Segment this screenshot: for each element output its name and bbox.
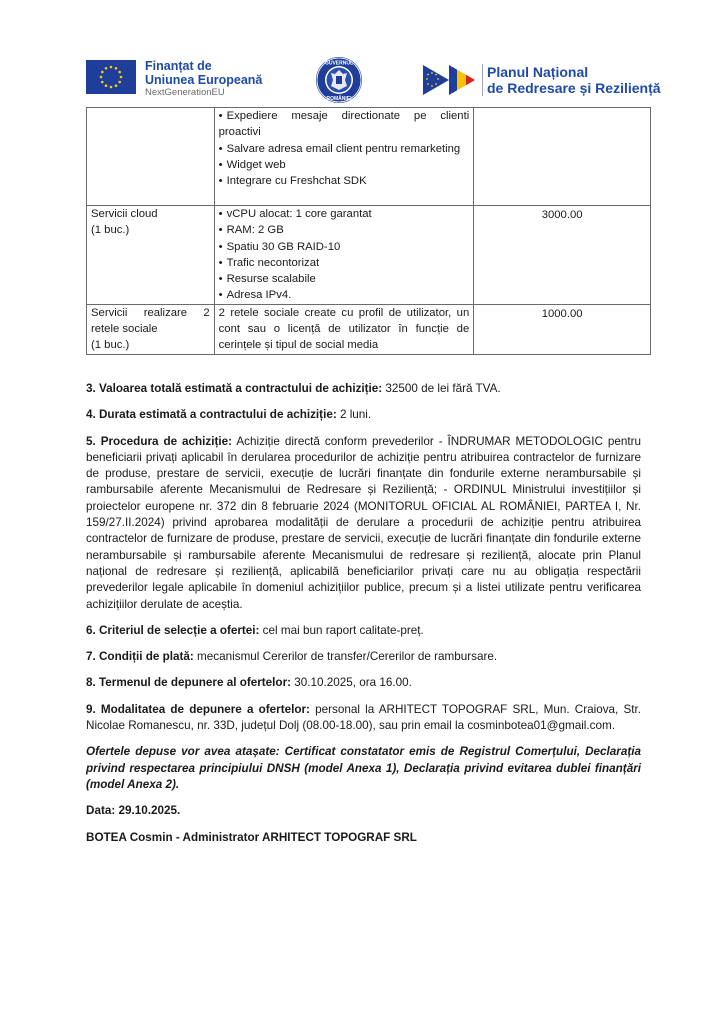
- spec-item: • Integrare cu Freshchat SDK: [219, 173, 470, 189]
- section-submission-method: [86, 702, 641, 735]
- section-text: 32500 de lei fără TVA.: [382, 382, 501, 395]
- service-spec-cell: [214, 206, 474, 305]
- section-label: 4. Durata estimată a contractului de achiziție:: [86, 408, 337, 422]
- svg-text:ROMÂNIEI: ROMÂNIEI: [326, 96, 352, 102]
- spec-item: • Salvare adresa email client pentru remarketing: [219, 141, 470, 157]
- spec-item: • vCPU alocat: 1 core garantat: [219, 206, 470, 222]
- service-value: 1000.00: [541, 307, 583, 320]
- signature-line: [86, 830, 641, 846]
- section-total-value: [86, 381, 641, 397]
- pnrr-logo-line1: Planul Național: [487, 64, 589, 80]
- section-submission-deadline: [86, 675, 641, 691]
- section-procedure: [86, 434, 641, 613]
- section-duration: [86, 407, 641, 423]
- section-label: 9. Modalitatea de depunere a ofertelor:: [86, 702, 310, 716]
- table-row: [87, 206, 651, 305]
- spec-item: • Spatiu 30 GB RAID-10: [219, 239, 470, 255]
- service-name-cell: [87, 108, 215, 206]
- eu-logo-line1: Finanțat de: [145, 59, 212, 73]
- eu-logo-text: [145, 60, 262, 98]
- section-label: 8. Termenul de depunere al ofertelor:: [86, 676, 292, 690]
- attachments-note: Ofertele depuse vor avea atașate: Certificat constatator emis de Registrul Comerțului, Declarația privind respectarea principiului DNSH (model Anexa 1), Declarația privind evitarea dublei finanțări (model Anexa 2).: [86, 745, 641, 791]
- services-table: [86, 107, 651, 355]
- section-label: 7. Condiții de plată:: [86, 650, 194, 664]
- section-text: mecanismul Cererilor de transfer/Cererilor de rambursare.: [193, 650, 498, 664]
- pnrr-divider: [482, 64, 483, 96]
- service-value: [478, 108, 646, 109]
- eu-flag-icon: [86, 60, 136, 94]
- spec-item: • Expediere mesaje directionate pe clienti proactivi: [219, 108, 470, 141]
- signature-text: BOTEA Cosmin - Administrator ARHITECT TOPOGRAF SRL: [86, 830, 417, 844]
- eu-logo-line2: Uniunea Europeană: [145, 72, 263, 87]
- section-text: 2 luni.: [336, 408, 372, 422]
- pnrr-logo-text: [487, 64, 661, 96]
- service-name-line: (1 buc.): [91, 224, 130, 237]
- service-name-line: retele sociale: [91, 323, 158, 336]
- section-payment-terms: [86, 649, 641, 665]
- spec-item: • RAM: 2 GB: [219, 222, 470, 238]
- section-label: 3. Valoarea totală estimată a contractului de achiziție:: [86, 382, 383, 395]
- header-logos: [86, 56, 666, 106]
- document-body: [86, 381, 641, 856]
- service-name-line: Servicii realizare 2: [91, 306, 210, 319]
- service-name-line: Servicii cloud: [91, 208, 158, 220]
- spec-text: 2 retele sociale create cu profil de utilizator, un cont sau o licență de utilizator în funcție de cerințele și tipul de social media: [218, 306, 470, 352]
- section-label: 6. Criteriul de selecție a ofertei:: [86, 623, 260, 637]
- section-text: personal la ARHITECT TOPOGRAF SRL, Mun. Craiova, Str. Nicolae Romanescu, nr. 33D, județul Dolj (08.00-18.00), sau prin email la cosminbotea01@gmail.com.: [86, 702, 641, 733]
- table-row: [87, 108, 651, 206]
- service-value-cell: [474, 206, 651, 305]
- pnrr-logo-line2: de Redresare și Reziliență: [487, 80, 661, 96]
- service-name-line: (1 buc.): [91, 339, 130, 352]
- service-value-cell: [474, 108, 651, 206]
- date-line: [86, 803, 641, 819]
- spec-item: • Adresa IPv4.: [219, 287, 470, 303]
- pnrr-arrows-icon: [423, 65, 480, 95]
- section-text: Achiziție directă conform prevederilor - ÎNDRUMAR METODOLOGIC pentru beneficiarii privați aplicabil în derularea procedurilor de achiziție pentru atribuirea contractelor de furnizare de produse, prestare de servicii, execuție de lucrări finanțate din fondurile externe nerambursabile și rambursabile aferente Mecanismului de Redresare și Reziliență; - ORDINUL Ministrului investițiilor și proiectelor europene nr. 372 din 8 februarie 2024 (MONITORUL OFICIAL AL ROMÂNIEI, PARTEA I, Nr. 159/27.II.2024) privind aprobarea modalității de derulare a procedurii de achiziție pentru atribuirea contractelor de furnizare de produse, prestare de servicii, execuție de lucrări finanțate din fondurile externe nerambursabile și rambursabile aferente Mecanismului de redresare și reziliență, alocate prin Planul național de redresare și reziliență, aplicabilă beneficiarilor privați care nu au obligația respectării prevederilor legale aplicabile în domeniul achizițiilor publice, precum și a listei utilizate pentru verificarea achizițiilor derulate de aceștia.: [86, 434, 642, 611]
- section-label: 5. Procedura de achiziție:: [86, 434, 233, 448]
- svg-text:GUVERNUL: GUVERNUL: [324, 60, 354, 67]
- spec-item: • Widget web: [219, 157, 470, 173]
- spec-item: • Resurse scalabile: [219, 271, 470, 287]
- eu-funding-logo: [86, 60, 262, 98]
- service-value: 3000.00: [541, 209, 583, 221]
- service-name-cell: [87, 304, 215, 354]
- pnrr-logo: [423, 64, 661, 96]
- date-text: Data: 29.10.2025.: [86, 804, 181, 818]
- section-selection-criteria: [86, 623, 641, 639]
- romanian-government-seal-icon: [315, 56, 363, 104]
- section-text: cel mai bun raport calitate-preț.: [259, 623, 424, 637]
- service-value-cell: [474, 304, 651, 354]
- spec-item: • Trafic necontorizat: [219, 255, 470, 271]
- service-spec-cell: [214, 304, 474, 354]
- service-name-cell: [87, 206, 215, 305]
- eu-logo-line3: NextGenerationEU: [145, 87, 225, 98]
- section-text: 30.10.2025, ora 16.00.: [291, 676, 412, 690]
- service-spec-cell: [214, 108, 474, 206]
- table-row: [87, 304, 651, 354]
